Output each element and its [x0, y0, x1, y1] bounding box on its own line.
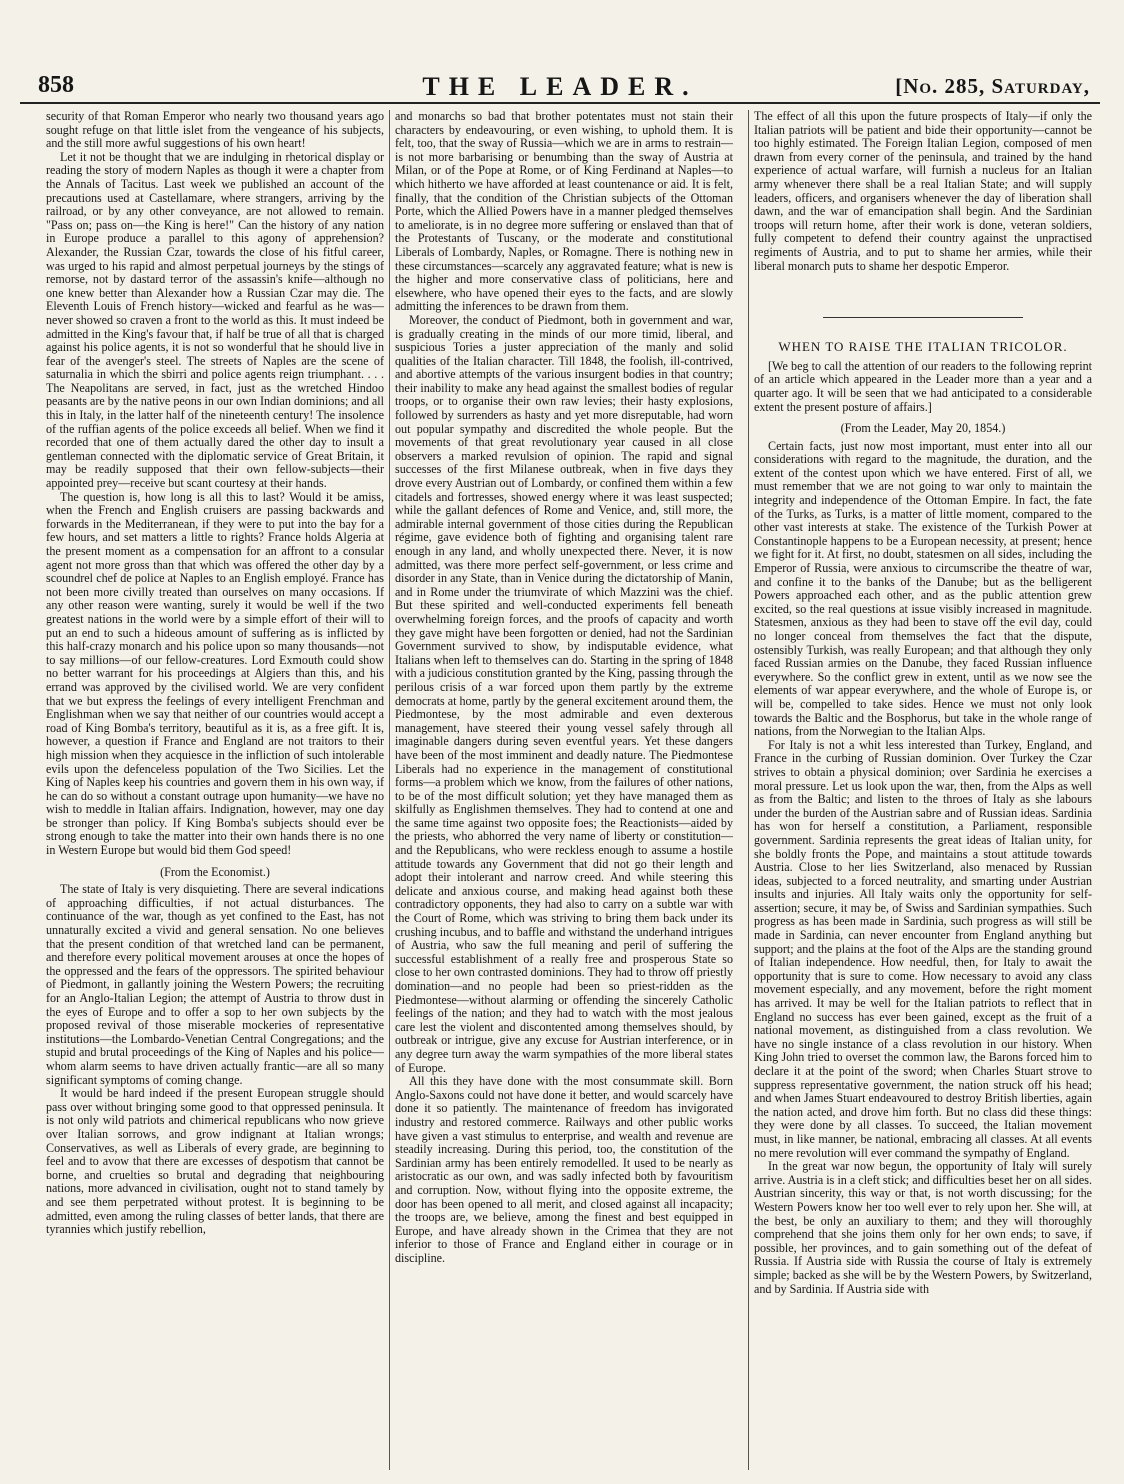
- section-heading: WHEN TO RAISE THE ITALIAN TRICOLOR.: [778, 339, 1068, 355]
- paragraph: Moreover, the conduct of Piedmont, both in government and war, is gradually creating in the minds of our more timid, liberal, and suspicious Tories a juster appreciation of the manly and solid qualities of the Italian character. Till 1848, the foolish, ill-contrived, and abortive attempts of the various insurgent bodies in that country; their inability to make any head against the smallest bodies of regular troops, or to organise their own raw levies; their hasty explosions, followed by surrenders as hasty and yet more disreputable, had worn out popular sympathy and discredited the whole people. But the movements of that great revolutionary year caused in all close observers a marked revulsion of opinion. The rapid and signal successes of the first Milanese outbreak, when in five days they drove every Austrian out of Lombardy, or confined them within a few citadels and fortresses, showed energy where it was least suspected; while the gallant defences of Rome and Venice, and, still more, the admirable internal government of those cities during the Republican régime, gave evidence both of fighting and organising talent rare enough in any land, and wholly unexpected there. Never, it is now admitted, was there more perfect self-government, or less crime and disorder in any State, than in Venice during the dictatorship of Manin, and in Rome under the triumvirate of which Mazzini was the chief. But these spirited and well-conducted experiments fell beneath overwhelming foreign forces, and the proofs of capacity and worth they gave might have been forgotten or denied, had not the Sardinian Government survived to show, by indisputable evidence, what Italians when left to themselves can do. Starting in the spring of 1848 with a judicious constitution granted by the King, passing through the perilous crisis of a war forced upon them partly by the extreme democrats at home, partly by the general excitement around them, the Piedmontese, by the most admirable and even dexterous management, have steered their young vessel safely through all imaginable dangers during seven eventful years. Yet these dangers have been of the most imminent and deadly nature. The Piedmontese Liberals had no experience in the management of constitutional forms—a problem which we know, from the failures of other nations, to be of the most difficult solution; yet they have managed them as skilfully as Englishmen themselves. They had to contend at one and the same time against two opposite foes; the Reactionists—aided by the priests, who abhorred the very name of liberty or constitution—and the Republicans, who were reckless enough to assume a hostile attitude towards any Government that did not go their length and adopt their intolerant and narrow creed. And while steering this delicate and anxious course, and making head against both these contradictory opponents, they had also to carry on a subtle war with the Court of Rome, which was striving to bring them back under its crushing incubus, and to baffle and withstand the underhand intrigues of Austria, who saw the full meaning and peril of suffering the successful establishment of a really free and prosperous State so close to her own contrasted dominions. They had to throw off priestly domination—and no people had been so priest-ridden as the Piedmontese—without alarming or offending the sincerely Catholic feelings of the nation; and they had to watch with the most jealous care lest the violent and discontented among themselves should, by outbreak or intrigue, give any excuse for Austrian interference, or in any degree turn away the warm sympathies of the more liberal states of Europe.: [395, 312, 733, 1075]
- paragraph: In the great war now begun, the opportunity of Italy will surely arrive. Austria is in a cleft stick; and difficulties beset her on all sides. Austrian sincerity, this way or that, is not worth discussing; for the Western Powers know her too well ever to rely upon her. She will, at the best, be only an auxiliary to them; and they will thoroughly comprehend that she joins them only for her own ends; to save, if possible, her provinces, and to gain something out of the defeat of Russia. If Austria side with Russia the course of Italy is extremely simple; backed as she will be by the Western Powers, by Switzerland, and by Sardinia. If Austria side with: [754, 1159, 1092, 1296]
- paragraph: It would be hard indeed if the present European struggle should pass over without bringing some good to that oppressed peninsula. It is not only wild patriots and chimerical republicans who now grieve over Italian sorrows, and grow indignant at Italian wrongs; Conservatives, as well as Liberals of every grade, are beginning to feel and to avow that there are excesses of despotism that cannot be borne, and cruelties so brutal and degrading that neighbouring nations, more advanced in civilisation, ought not to stand tamely by and see them perpetrated without protest. It is beginning to be admitted, even among the ruling classes of better lands, that there are tyrannies which justify rebellion,: [46, 1086, 384, 1237]
- source-credit: (From the Leader, May 20, 1854.): [840, 421, 1006, 436]
- page-number: 858: [38, 72, 74, 98]
- source-credit: (From the Economist.): [160, 864, 270, 879]
- editor-note: [We beg to call the attention of our readers to the following reprint of an article which appeared in the Leader more than a year and a quarter ago. It will be seen that we had anticipated to a considerable extent the present posture of affairs.]: [754, 358, 1092, 414]
- column-3: [754, 110, 1092, 1476]
- masthead: [20, 72, 1100, 104]
- column-1: [46, 110, 384, 1476]
- paragraph: Certain facts, just now most important, must enter into all our considerations with regard to the magnitude, the duration, and the extent of the contest upon which we have entered. First of all, we must remember that we are not going to war only to maintain the integrity and independence of the Ottoman Empire. In fact, the fate of the Turks, as Turks, is a matter of little moment, compared to the other vast interests at stake. The existence of the Turkish Power at Constantinople happens to be a European necessity, at present; hence we fight for it. At first, no doubt, statesmen on all sides, including the Emperor of Russia, were anxious to circumscribe the theatre of war, and confine it to the banks of the Danube; but as the belligerent Powers approached each other, and as the public attention grew excited, so the real questions at issue visibly increased in magnitude. Statesmen, anxious as they had been to stave off the evil day, could no longer conceal from themselves the fact that the dispute, ostensibly Turkish, was really European; and that although they only faced Russian armies on the Danube, they faced Russian influence everywhere. So the conflict grew in extent, until as we now see the elements of war appear everywhere, and the whole of Europe is, or will be, compelled to take sides. Hence we must not only look towards the Baltic and the Bosphorus, but take in the whole range of nations, from the Norwegian to the Italian Alps.: [754, 438, 1092, 739]
- column-rule: [389, 110, 390, 1470]
- newspaper-title: THE LEADER.: [422, 72, 698, 101]
- paragraph: The effect of all this upon the future prospects of Italy—if only the Italian patriots will be patient and bide their opportunity—cannot be too highly estimated. The Foreign Italian Legion, composed of men drawn from every corner of the peninsula, and trained by the hand experience of actual warfare, will furnish a nucleus for an Italian army whenever there shall be a real Italian State; and will supply leaders, officers, and organisers whenever the day of liberation shall dawn, and the war of emancipation shall begin. And the Sardinian troops will return home, after their work is done, veteran soldiers, fully competent to defend their country against the unpractised regiments of Austria, and to put to shame her armies, while their liberal monarch puts to shame her despotic Emperor.: [754, 110, 1092, 273]
- paragraph: All this they have done with the most consummate skill. Born Anglo-Saxons could not have done it better, and would scarcely have done it so patiently. The maintenance of freedom has invigorated industry and restored commerce. Railways and other public works have given a vast stimulus to enterprise, and wealth and revenue are steadily increasing. During this period, too, the constitution of the Sardinian army has been entirely remodelled. It used to be nearly as aristocratic as our own, and was sadly infected both by favouritism and corruption. Now, without flying into the opposite extreme, the door has been opened to all merit, and closed against all incapacity; the troops are, we believe, among the finest and best equipped in Europe, and have already shown in the Crimea that they are not inferior to those of France and England either in courage or in discipline.: [395, 1074, 733, 1265]
- paragraph: Let it not be thought that we are indulging in rhetorical display or reading the story of modern Naples as though it were a chapter from the Annals of Tacitus. Last week we published an account of the precautions used at Castellamare, where strangers, arriving by the railroad, or by any other conveyance, are not allowed to remain. "Pass on; pass on—the King is here!" Can the history of any nation in Europe produce a parallel to this agony of apprehension? Alexander, the Russian Czar, towards the close of his fitful career, was urged to his rapid and almost perpetual journeys by the stings of remorse, not by dastard terror of the assassin's knife—although no one knew better than Alexander how a Russian Czar may die. The Eleventh Louis of French history—wicked and fearful as he was—never showed so craven a front to the world as this. It must indeed be admitted in the King's favour that, if half be true of all that is charged against his police agents, it is not so wonderful that he should live in fear of the avenger's steel. The streets of Naples are the scene of saturnalia in which the sbirri and police agents reign triumphant. . . . The Neapolitans are served, in fact, just as the wretched Hindoo peasants are by the native peons in our own Indian dominions; and all this in Italy, in the latter half of the nineteenth century! The insolence of the ruffian agents of the police exceeds all belief. When we find it recorded that one of them actually dared the other day to insult a gentleman connected with the diplomatic service of Great Britain, it may be readily supposed that their own fellow-subjects—their appointed prey—receive but scant courtesy at their hands.: [46, 149, 384, 491]
- paragraph: For Italy is not a whit less interested than Turkey, England, and France in the curbing of Russian dominion. Over Turkey the Czar strives to obtain a physical dominion; over Sardinia he exercises a moral pressure. Let us look upon the war, then, from the Alps as well as from the Baltic; and listen to the throes of Italy as she labours under the burden of the Austrian sabre and of Russian ideas. Sardinia has won for herself a constitution, a Parliament, responsible government. Sardinia represents the great ideas of Italian unity, for she boldly fronts the Pope, and maintains a stout attitude towards Austria. Close to her lies Switzerland, also menaced by Russian ideas, subjected to a forced neutrality, and smarting under Austrian insults and injuries. All Italy waits only the opportunity for self-assertion; secure, it may be, of Swiss and Sardinian sympathies. Such progress as has been made in Sardinia, such progress as will still be made in Sardinia, can never encounter from England anything but support; and the plains at the foot of the Alps are the standing ground of Italian independence. How needful, then, for Italy to await the opportunity that is sure to come. How necessary to avoid any class movement especially, and any movement, before the right moment has arrived. It may be well for the Italian patriots to reflect that in England no success has ever been gained, except as the fruit of a national movement, as distinguished from a class revolution. We have no single instance of a class revolution in our history. When King John tried to overset the common law, the Barons forced him to declare it at the point of the sword; when Charles Stuart strove to suppress representative government, the nation struck off his head; and when James Stuart endeavoured to destroy British liberties, again the nation acted, and drove him forth. But no class did these things: they were done by all classes. To succeed, the Italian movement must, in like manner, be national, embracing all classes. At all events no mere revolution will ever command the sympathy of England.: [754, 737, 1092, 1160]
- paragraph: and monarchs so bad that brother potentates must not stain their characters by endeavouring, or even wishing, to uphold them. It is felt, too, that the sway of Russia—which we are in arms to restrain—is not more barbarising or benumbing than the sway of Austria at Milan, or of the Pope at Rome, or of King Ferdinand at Naples—to which hitherto we have afforded at least countenance or aid. It is felt, finally, that the condition of the Christian subjects of the Ottoman Porte, which the Allied Powers have in a manner pledged themselves to ameliorate, is in no degree more suffering or enslaved than that of the Protestants of Tuscany, or the moderate and constitutional Liberals of Lombardy, Naples, or Romagne. There is nothing new in these circumstances—scarcely any aggravated feature; what is new is the higher and more conservative class of politicians, here and elsewhere, who have opened their eyes to the facts, and are slowly admitting the inferences to be drawn from them.: [395, 110, 733, 314]
- paragraph: security of that Roman Emperor who nearly two thousand years ago sought refuge on that little islet from the vengeance of his subjects, and the still more awful suggestions of his own heart!: [46, 110, 384, 151]
- issue-info: [No. 285, Saturday,: [895, 74, 1090, 98]
- section-divider: [778, 317, 1068, 355]
- paragraph: The question is, how long is all this to last? Would it be amiss, when the French and English cruisers are passing backwards and forwards in the Mediterranean, if they were to put into the bay for a few hours, and set matters a little to rights? France holds Algeria at the present moment as a compensation for an affront to a consular agent not more gross than that which was offered the other day by a scoundrel chef de police at Naples to an English employé. France has not been more civilly treated than ourselves on many occasions. If any other reason were wanting, surely it would be well if the two greatest nations in the world were by a simple effort of their will to put an end to such a hideous amount of suffering as is inflicted by this half-crazy monarch and his police upon so many thousands—not to say millions—of our fellow-creatures. Lord Exmouth could show no better warrant for his proceedings at Algiers than this, and his errand was approved by the civilised world. We are very confident that we but express the feelings of every intelligent Frenchman and Englishman when we say that neither of our countries would accept a road of King Bomba's territory, beautiful as it is, as a free gift. It is, however, a question if France and England are not traitors to their high mission when they acquiesce in the infliction of such intolerable evils upon the defenceless population of the Two Sicilies. Let the King of Naples keep his countries and govern them in his own way, if he can do so without a constant outrage upon humanity—we have no wish to meddle in Italian affairs. Indignation, however, may one day be stronger than policy. If King Bomba's subjects should ever be strong enough to take the matter into their own hands there is no one in Western Europe but would bid them God speed!: [46, 489, 384, 858]
- column-2: [395, 110, 733, 1476]
- column-rule: [748, 110, 749, 1470]
- paragraph: The state of Italy is very disquieting. There are several indications of approaching difficulties, if not actual disturbances. The continuance of the war, though as yet confined to the East, has not unnaturally excited a vivid and general sensation. No one believes that the present condition of that wretched land can be permanent, and therefore every political movement arouses at once the hopes of the oppressed and the fears of the oppressors. The spirited behaviour of Piedmont, in gallantly joining the Western Powers; the recruiting for an Anglo-Italian Legion; the attempt of Austria to throw dust in the eyes of Europe and to offer a sop to her own subjects by the proposed revival of those miserable mockeries of representative institutions—the Lombardo-Venetian Central Congregations; and the stupid and brutal proceedings of the King of Naples and his police—whom alarm seems to have driven actually frantic—are all so many significant symptoms of coming change.: [46, 882, 384, 1087]
